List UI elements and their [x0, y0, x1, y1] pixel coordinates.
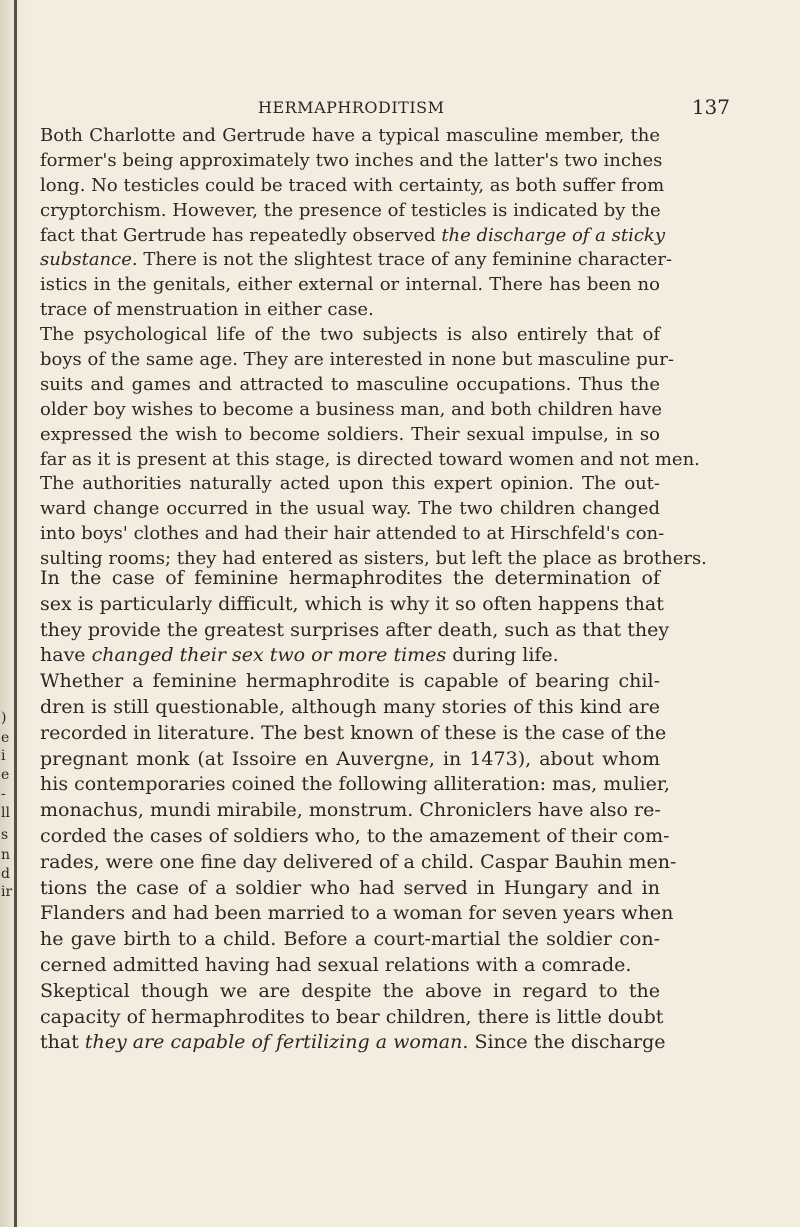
text-line: cerned admitted having had sexual relations with a comrade.: [40, 953, 632, 976]
text-line: The psychological life of the two subjects is also entirely that of: [40, 324, 660, 346]
text-line: he gave birth to a child. Before a court-martial the soldier con-: [40, 928, 660, 951]
emphasis: changed their sex two or more times: [91, 644, 447, 667]
margin-fragment: s: [1, 827, 9, 843]
page-gutter: [0, 0, 34, 1227]
text-line: In the case of feminine hermaphrodites the determination of: [40, 567, 660, 589]
emphasis: the discharge of a sticky: [441, 224, 666, 246]
text-line: Whether a feminine hermaphrodite is capable of bearing chil-: [40, 670, 660, 693]
text-line: suits and games and attracted to masculine occupations. Thus the: [40, 373, 660, 395]
text-line: ward change occurred in the usual way. The two children changed: [40, 498, 660, 520]
text-line: Both Charlotte and Gertrude have a typical masculine member, the: [40, 125, 660, 146]
text-line: dren is still questionable, although many stories of this kind are: [40, 695, 660, 718]
margin-fragment: i: [1, 748, 6, 764]
text-line: trace of menstruation in either case.: [40, 299, 374, 321]
text-block-1: [40, 124, 707, 572]
text-line: monachus, mundi mirabile, monstrum. Chroniclers have also re-: [40, 799, 661, 822]
text-segment: fact that Gertrude has repeatedly observed: [40, 224, 442, 246]
margin-fragment: -: [1, 786, 6, 802]
text-line: Skeptical though we are despite the above in regard to the: [40, 979, 660, 1002]
text-line: The authorities naturally acted upon this expert opinion. The out-: [40, 473, 660, 495]
emphasis: they are capable of fertilizing a woman: [84, 1031, 463, 1054]
text-line: they provide the greatest surprises after death, such as that they: [40, 618, 670, 641]
text-block-2: [40, 566, 677, 1056]
text-line: capacity of hermaphrodites to bear children, there is little doubt: [40, 1005, 664, 1028]
margin-fragment: d: [1, 866, 10, 882]
running-header: [40, 95, 730, 120]
text-line: rades, were one fine day delivered of a child. Caspar Bauhin men-: [40, 850, 677, 873]
text-line: expressed the wish to become soldiers. Their sexual impulse, in so: [40, 423, 660, 445]
margin-fragment: ): [1, 710, 7, 726]
text-line: long. No testicles could be traced with certainty, as both suffer from: [40, 174, 665, 196]
text-segment: . Since the discharge: [462, 1031, 666, 1054]
text-line: former's being approximately two inches and the latter's two inches: [40, 149, 663, 171]
text-segment: . There is not the slightest trace of any feminine character-: [131, 249, 673, 271]
text-line: his contemporaries coined the following alliteration: mas, mulier,: [40, 773, 670, 796]
margin-fragments: [0, 0, 12, 1227]
margin-fragment: ll: [1, 805, 10, 821]
text-segment: have: [40, 644, 92, 667]
margin-fragment: ir: [1, 884, 13, 900]
text-line: boys of the same age. They are interested in none but masculine pur-: [40, 349, 674, 371]
margin-fragment: e: [1, 730, 10, 746]
text-segment: during life.: [446, 644, 559, 667]
text-line: Flanders and had been married to a woman for seven years when: [40, 902, 674, 925]
emphasis: substance: [40, 249, 132, 271]
margin-fragment: n: [1, 847, 11, 863]
text-line: recorded in literature. The best known of these is the case of the: [40, 721, 667, 744]
text-line: [40, 643, 660, 669]
text-line: corded the cases of soldiers who, to the amazement of their com-: [40, 824, 670, 847]
text-line: far as it is present at this stage, is directed toward women and not men.: [40, 448, 700, 470]
page-number: 137: [691, 95, 730, 119]
binding-edge: [14, 0, 17, 1227]
text-line: [40, 248, 673, 273]
text-line: cryptorchism. However, the presence of testicles is indicated by the: [40, 199, 661, 221]
text-line: tions the case of a soldier who had served in Hungary and in: [40, 876, 660, 899]
text-line: [40, 1030, 666, 1056]
text-line: [40, 224, 666, 249]
text-line: older boy wishes to become a business man, and both children have: [40, 398, 663, 420]
text-line: sex is particularly difficult, which is why it so often happens that: [40, 592, 664, 615]
header-title: HERMAPHRODITISM: [258, 98, 445, 117]
text-line: pregnant monk (at Issoire en Auvergne, in 1473), about whom: [40, 747, 660, 770]
margin-fragment: e: [1, 767, 10, 783]
text-line: sulting rooms; they had entered as sisters, but left the place as brothers.: [40, 548, 707, 570]
text-segment: that: [40, 1031, 85, 1054]
text-line: into boys' clothes and had their hair attended to at Hirschfeld's con-: [40, 523, 665, 545]
text-line: istics in the genitals, either external or internal. There has been no: [40, 274, 660, 296]
